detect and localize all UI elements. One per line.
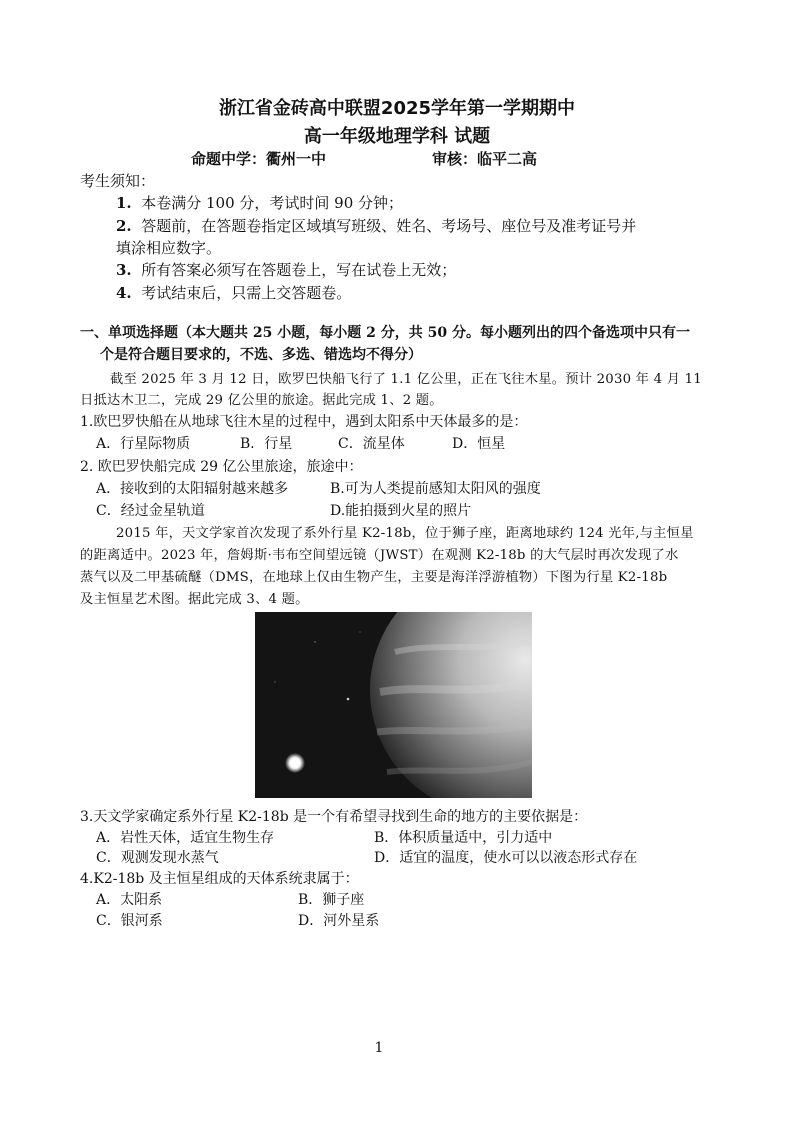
option-c: C．经过金星轨道 xyxy=(96,503,205,519)
option-c: C．流星体 xyxy=(338,436,405,452)
notice-item: 1. 本卷满分 100 分，考试时间 90 分钟； xyxy=(116,194,404,212)
notice-heading: 考生须知： xyxy=(80,172,156,190)
option-b: B．行星 xyxy=(240,436,293,452)
exam-title-line2: 高一年级地理学科 试题 xyxy=(303,126,491,147)
page-number: 1 xyxy=(374,1040,384,1056)
option-a: A．行星际物质 xyxy=(96,436,191,452)
passage-line: 日抵达木卫二，完成 29 亿公里的旅途。据此完成 1、2 题。 xyxy=(80,393,443,408)
section-heading-continued: 个是符合题目要求的，不选、多选、错选均不得分） xyxy=(100,347,422,363)
notice-item-continued: 填涂相应数字。 xyxy=(116,239,222,257)
option-d: D．河外星系 xyxy=(298,913,380,929)
option-b: B.可为人类提前感知太阳风的强度 xyxy=(330,481,541,497)
option-a: A．岩性天体，适宜生物生存 xyxy=(96,830,275,846)
option-c: C．银河系 xyxy=(96,913,163,929)
option-d: D.能拍摄到火星的照片 xyxy=(330,503,472,519)
moon-dot xyxy=(347,698,350,701)
question-stem: 1.欧巴罗快船在从地球飞往木星的过程中，遇到太阳系中天体最多的是： xyxy=(80,414,528,430)
passage-line: 截至 2025 年 3 月 12 日，欧罗巴快船飞行了 1.1 亿公里，正在飞往木星。预计 2030 年 4 月 11 xyxy=(110,372,702,387)
option-d: D．适宜的温度，使水可以以液态形式存在 xyxy=(374,850,638,866)
notice-item: 3. 所有答案必须写在答题卷上，写在试卷上无效； xyxy=(116,261,457,279)
exam-title-line1: 浙江省金砖高中联盟2025学年第一学期期中 xyxy=(218,98,576,119)
passage-line: 2015 年，天文学家首次发现了系外行星 K2-18b，位于狮子座，距离地球约 124 光年,与主恒星 xyxy=(116,526,694,541)
notice-item: 2. 答题前，在答题卷指定区域填写班级、姓名、考场号、座位号及准考证号并 xyxy=(116,217,637,235)
question-stem: 3.天文学家确定系外行星 K2-18b 是一个有希望寻找到生命的地方的主要依据是： xyxy=(80,809,588,825)
question-stem: 2. 欧巴罗快船完成 29 亿公里旅途，旅途中： xyxy=(80,459,363,475)
setter-school: 命题中学：衢州一中 xyxy=(191,150,327,168)
planet-star-illustration xyxy=(255,612,532,798)
option-a: A．太阳系 xyxy=(96,892,163,908)
passage-line: 及主恒星艺术图。据此完成 3、4 题。 xyxy=(80,592,309,607)
question-stem: 4.K2-18b 及主恒星组成的天体系统隶属于： xyxy=(80,871,359,887)
notice-item: 4. 考试结束后，只需上交答题卷。 xyxy=(116,284,352,302)
option-b: B．体积质量适中，引力适中 xyxy=(374,830,553,846)
planet-artwork-figure xyxy=(255,612,532,798)
reviewer-school: 审核：临平二高 xyxy=(432,150,538,168)
option-d: D．恒星 xyxy=(452,436,506,452)
option-a: A．接收到的太阳辐射越来越多 xyxy=(96,481,289,497)
passage-line: 蒸气以及二甲基硫醚（DMS，在地球上仅由生物产生，主要是海洋浮游植物）下图为行星 K2-18b xyxy=(80,570,668,585)
passage-line: 的距离适中。2023 年，詹姆斯·韦布空间望远镜（JWST）在观测 K2-18b 的大气层时再次发现了水 xyxy=(80,548,679,563)
option-b: B．狮子座 xyxy=(298,892,365,908)
section-heading: 一、单项选择题（本大题共 25 小题，每小题 2 分，共 50 分。每小题列出的四个备选项中只有一 xyxy=(80,325,690,341)
option-c: C．观测发现水蒸气 xyxy=(96,850,219,866)
